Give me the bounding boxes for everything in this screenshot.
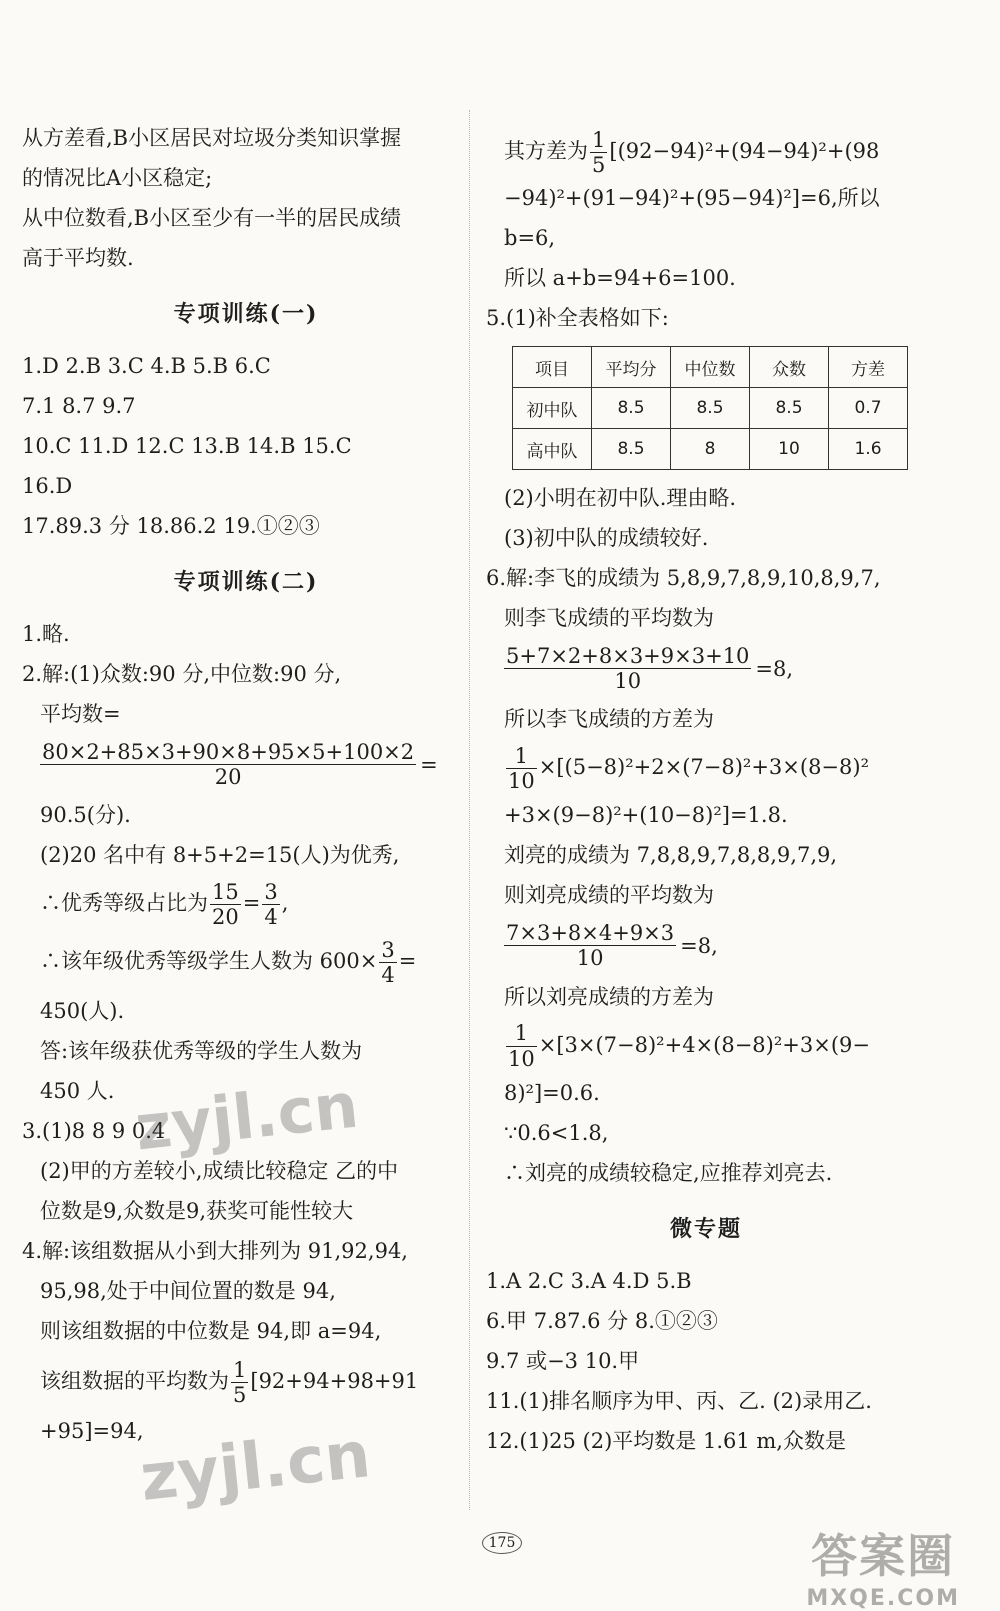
- numerator: 3: [264, 880, 278, 905]
- page-number: 175: [482, 1532, 522, 1554]
- answer-line: 1.A 2.C 3.A 4.D 5.B: [486, 1268, 692, 1293]
- solution-line: 平均数=: [40, 702, 121, 726]
- solution-line: (2)小明在初中队.理由略.: [504, 486, 737, 510]
- solution-line: 3.(1)8 8 9 0.4: [22, 1119, 166, 1144]
- formula-tail: =: [420, 752, 438, 777]
- variance-expression: [(92−94)²+(94−94)²+(98: [609, 139, 880, 163]
- solution-line: 8)²]=0.6.: [504, 1080, 600, 1105]
- section-title-2: 专项训练(二): [173, 569, 319, 595]
- solution-line: 1.略.: [22, 622, 70, 646]
- denominator: 4: [264, 905, 278, 930]
- solution-line: 刘亮的成绩为 7,8,8,9,7,8,8,9,7,9,: [504, 843, 838, 868]
- denominator: 10: [614, 669, 642, 694]
- solution-line: 2.解:(1)众数:90 分,中位数:90 分,: [22, 662, 342, 686]
- table-cell: 8: [671, 429, 750, 470]
- fraction: [506, 744, 537, 793]
- equals: =: [242, 891, 261, 916]
- equals: =: [398, 949, 417, 974]
- solution-line: (2)甲的方差较小,成绩比较稳定 乙的中: [40, 1159, 399, 1184]
- count-line: [22, 931, 470, 991]
- numerator: 15: [212, 880, 239, 905]
- variance-line: [486, 124, 926, 178]
- table-cell: 高中队: [513, 429, 592, 470]
- solution-line: (2)20 名中有 8+5+2=15(人)为优秀,: [40, 843, 400, 868]
- solution-line: b=6,: [504, 226, 556, 250]
- variance-expression: ×[3×(7−8)²+4×(8−8)²+3×(9−: [538, 1032, 870, 1057]
- numerator: 1: [592, 127, 606, 152]
- numerator: 7×3+8×4+9×3: [506, 921, 675, 946]
- table-header-row: [513, 347, 908, 388]
- answer-line: 7.1 8.7 9.7: [22, 394, 136, 418]
- solution-line: 则刘亮成绩的平均数为: [504, 883, 714, 908]
- count-text: ∴该年级优秀等级学生人数为 600×: [40, 949, 378, 974]
- solution-line: 450(人).: [40, 999, 125, 1024]
- variance-line: [486, 1017, 926, 1073]
- numerator: 1: [506, 1021, 537, 1046]
- denominator: 10: [508, 769, 535, 794]
- denominator: 20: [212, 905, 239, 930]
- numerator: 80×2+85×3+90×8+95×5+100×2: [42, 740, 415, 764]
- mean-text: 该组数据的平均数为: [40, 1369, 229, 1394]
- solution-line: −94)²+(91−94)²+(95−94)²]=6,所以: [504, 186, 880, 210]
- intro-line: 从中位数看,B小区至少有一半的居民成绩: [22, 206, 402, 230]
- variance-expression: ×[(5−8)²+2×(7−8)²+3×(8−8)²: [538, 755, 869, 780]
- fraction: [506, 1021, 537, 1070]
- mean-expression: [92+94+98+91: [250, 1369, 419, 1394]
- denominator: 5: [592, 153, 606, 177]
- table-header-cell: 方差: [829, 347, 908, 388]
- solution-line: (3)初中队的成绩较好.: [504, 526, 709, 550]
- corner-logo: [806, 1520, 960, 1611]
- mean-formula: [22, 740, 470, 789]
- solution-line: 5.(1)补全表格如下:: [486, 306, 669, 330]
- solution-line: 6.解:李飞的成绩为 5,8,9,7,8,9,10,8,9,7,: [486, 566, 881, 590]
- ratio-line: [22, 875, 470, 931]
- watermark: zyjl.cn: [136, 1418, 374, 1516]
- solution-line: 则该组数据的中位数是 94,即 a=94,: [40, 1319, 382, 1344]
- answer-line: 16.D: [22, 474, 73, 498]
- fraction: [504, 921, 676, 970]
- fraction: [590, 128, 607, 177]
- table-cell: 0.7: [829, 388, 908, 429]
- fraction: [210, 880, 241, 929]
- formula-tail: =8,: [680, 933, 718, 958]
- answer-line: 10.C 11.D 12.C 13.B 14.B 15.C: [22, 434, 352, 458]
- answer-line: 17.89.3 分 18.86.2 19.①②③: [22, 514, 320, 538]
- numerator: 1: [506, 744, 537, 769]
- intro-line: 高于平均数.: [22, 246, 134, 270]
- numerator: 3: [381, 938, 395, 963]
- table-row: [513, 388, 908, 429]
- table-header-cell: 平均分: [592, 347, 671, 388]
- table-header-cell: 中位数: [671, 347, 750, 388]
- section-title-3: 微专题: [669, 1215, 742, 1242]
- table-cell: 8.5: [671, 388, 750, 429]
- solution-line: 所以 a+b=94+6=100.: [504, 266, 736, 290]
- table-cell: 8.5: [592, 429, 671, 470]
- answer-line: 11.(1)排名顺序为甲、丙、乙. (2)录用乙.: [486, 1388, 872, 1413]
- stats-table: [512, 346, 908, 470]
- intro-line: 的情况比A小区稳定;: [22, 166, 213, 190]
- comma: ,: [281, 891, 289, 916]
- solution-line: ∵0.6<1.8,: [504, 1120, 609, 1145]
- answer-line: 6.甲 7.87.6 分 8.①②③: [486, 1308, 718, 1333]
- table-cell: 10: [750, 429, 829, 470]
- mean-formula: [486, 921, 926, 970]
- fraction: [231, 1358, 248, 1407]
- left-column: [22, 118, 470, 1451]
- numerator: 1: [233, 1358, 247, 1383]
- table-cell: 8.5: [592, 388, 671, 429]
- denominator: 10: [576, 946, 604, 971]
- section-title-1: 专项训练(一): [173, 301, 319, 327]
- solution-line: 所以李飞成绩的方差为: [504, 707, 714, 732]
- mean-line: [22, 1351, 470, 1411]
- solution-line: 90.5(分).: [40, 803, 131, 828]
- denominator: 10: [508, 1046, 535, 1071]
- fraction: [262, 880, 279, 929]
- solution-line: 答:该年级获优秀等级的学生人数为: [40, 1039, 363, 1064]
- numerator: 5+7×2+8×3+9×3+10: [506, 644, 750, 668]
- table-header-cell: 众数: [750, 347, 829, 388]
- solution-line: 位数是9,众数是9,获奖可能性较大: [40, 1199, 354, 1224]
- table-cell: 8.5: [750, 388, 829, 429]
- mean-formula: [486, 644, 926, 693]
- solution-line: +95]=94,: [40, 1419, 144, 1444]
- intro-line: 从方差看,B小区居民对垃圾分类知识掌握: [22, 126, 402, 150]
- answer-line: 1.D 2.B 3.C 4.B 5.B 6.C: [22, 354, 271, 378]
- table-cell: 1.6: [829, 429, 908, 470]
- formula-tail: =8,: [755, 656, 794, 681]
- solution-line: 450 人.: [40, 1079, 115, 1104]
- corner-logo-url: MXQE.COM: [806, 1586, 960, 1611]
- fraction: [40, 740, 416, 789]
- right-column: [486, 124, 926, 1461]
- solution-line: 95,98,处于中间位置的数是 94,: [40, 1279, 336, 1304]
- solution-line: 所以刘亮成绩的方差为: [504, 984, 714, 1009]
- table-header-cell: 项目: [513, 347, 592, 388]
- watermark: zyjl.cn: [131, 1068, 362, 1165]
- corner-logo-text: 答案圈: [811, 1529, 956, 1583]
- table-row: [513, 429, 908, 470]
- solution-line: 4.解:该组数据从小到大排列为 91,92,94,: [22, 1239, 408, 1264]
- answer-line: 12.(1)25 (2)平均数是 1.61 m,众数是: [486, 1428, 846, 1453]
- denominator: 4: [381, 963, 395, 988]
- denominator: 20: [214, 765, 242, 790]
- variance-line: [486, 739, 926, 795]
- variance-text: 其方差为: [504, 139, 588, 163]
- fraction: [504, 644, 751, 693]
- solution-line: ∴刘亮的成绩较稳定,应推荐刘亮去.: [504, 1160, 833, 1185]
- denominator: 5: [233, 1383, 247, 1408]
- fraction: [379, 938, 396, 987]
- ratio-text: ∴优秀等级占比为: [40, 891, 208, 916]
- table-cell: 初中队: [513, 388, 592, 429]
- answer-line: 9.7 或−3 10.甲: [486, 1348, 640, 1373]
- solution-line: +3×(9−8)²+(10−8)²]=1.8.: [504, 803, 788, 828]
- solution-line: 则李飞成绩的平均数为: [504, 606, 714, 630]
